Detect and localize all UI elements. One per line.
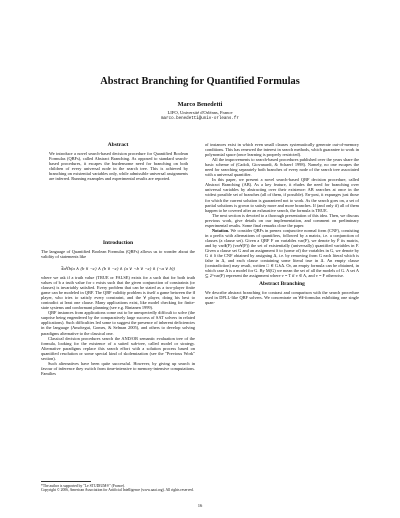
author-name: Marco Benedetti <box>177 101 223 108</box>
notation-paragraph <box>205 228 359 278</box>
example-formula: ∃a∀b(a ∧ (b ∨ ¬c) ∧ (b ∨ ¬c) ∧ (a ∨ ¬b ∨ ¬c) ∧ (¬a ∨ b)) <box>61 266 175 271</box>
intro-paragraph-1: The language of Quantified Boolean Formulas (QBFs) allows us to wonder about the validity of statements like <box>41 249 195 260</box>
right-column <box>205 142 359 305</box>
intro-paragraph-4: Classical decision procedures search the AND/OR semantic evaluation tree of the formula, looking for the existence of a suited sub-tree, called model or strategy. Alternative paradigms replace this search effort with a solution process based on quantified resolution or some special kind of skolemization (see the "Previous Work" section). <box>41 335 195 361</box>
abstract-heading: Abstract <box>107 142 129 148</box>
footnotes <box>41 484 195 493</box>
right-paragraph-4: The next section is devoted to a thorough presentation of this idea. Then, we discuss previous work, give details on our implementation, and comment on preliminary experimental results. Some final remarks close the paper. <box>205 212 359 228</box>
footnote-support: *The author is supported by "Le STUDIUM®" (France). <box>41 484 126 488</box>
notation-text: We consider QBFs in prenex conjunctive normal form (CNF), consisting in a prefix with alternations of quantifiers, followed by a matrix, i.e. a conjunction of clauses (a clause set). Given a QBF F on variables var(F), we denote by F̄ its matrix, and by var∃(F) (var∀(F)) the set of existentially (universally) quantified variables in F. Given a clause set G and an assignment δ to (some of) the variables in G, we denote by G ∧ δ the CNF obtained by assigning Δ, i.e. by removing from G each literal which is false in Δ, and each clause containing some literal true in Δ. An empty clause (contradiction) may result, written □ ∈ G∧Δ. Or, an empty formula can be obtained, in which case Δ is a model for G. By M(G) we mean the set of all the models of G. A set A ⊆ 2^var(F) represent the assignment where v = T if v ∈ A, and v = F otherwise. <box>205 227 360 279</box>
notation-label: Notation. <box>212 227 230 233</box>
intro-paragraph-5: Such alternatives have been quite successful. However, by giving up search in favour of inference they switch from time-intensive to memory-intensive computations. Families <box>41 360 195 376</box>
right-paragraph-2: All the improvements to search-based procedures published over the years share the basic scheme of (Cadoli, Giovanardi, & Schaerf 1998). Namely, no one escapes the need for searching separately both branches of every node of the search tree associated with a universal quantifier. <box>205 157 359 178</box>
abstract-body <box>49 151 188 181</box>
right-paragraph-1: of instances exist in which even small clauses systematically generate out-of-memory conditions. This has renewed the interest in search methods, which guarantee to work in polynomial space (once learning is properly restricted). <box>205 142 359 158</box>
introduction-body <box>41 275 195 376</box>
introduction-heading: Introduction <box>102 240 134 246</box>
intro-paragraph-2: where we ask if a truth value (TRUE or FALSE) exists for a such that for both truth values of b a truth value for c exists such that the given conjunction of constraints (or clauses) is invariably satisfied. Every problem that can be stated as a two-player finite game can be modeled in QBF. The QBF validity problem is itself a game between the ∃ player, who tries to satisfy every constraint, and the ∀ player, doing his best to contradict at least one clause. Many applications exist, like model checking for finite-state systems and conformant planning (see e.g. Rintanen 1999). <box>41 275 195 311</box>
author-email: marco.benedetti@univ-orleans.fr <box>161 117 239 121</box>
introduction-lead <box>41 249 195 259</box>
paper-title: Abstract Branching for Quantified Formulas <box>100 76 300 87</box>
intro-paragraph-3: QBF instances from applications come out to be unexpectedly difficult to solve (the surprise being engendered by the comparatively large success of SAT solvers in related applications). Such difficulties led some to suggest the presence of inherent deficiencies in the language (Ansótegui, Gomes, & Selman 2005), and others to develop solving paradigms alternative to the classical one. <box>41 310 195 336</box>
abstract-text: We introduce a novel search-based decision procedure for Quantified Boolean Formulas (QBFs), called Abstract Branching. As opposed to standard search-based procedures, it escapes the burdensome need for branching on both children of every universal node in the search tree. This is achieved by branching on existential variables only, while admissible universal assignments are inferred. Running examples and experimental results are reported. <box>49 151 188 182</box>
footnote-rule <box>41 481 91 482</box>
footnote-copyright: Copyright © 2006, American Association for Artificial Intelligence (www.aaai.org). All rights reserved. <box>41 488 194 493</box>
author-affiliation: LIFO, Université d'Orléans, France <box>167 110 233 115</box>
page-number: 16 <box>197 503 203 508</box>
right-paragraph-3: In this paper, we present a novel search-based QBF decision procedure, called Abstract Branching (AB). As a key feature, it eludes the need for branching over universal variables by abstracting over their existence: AB searches at once in the widest possible set of branches (all of them, if possible). En-post, it expunges just those for which the current solution is guaranteed not to work. As the search goes on, a set of partial solutions is grown to satisfy more and more branches. If (and only if) all of them happen to be covered after an exhaustive search, the formula is TRUE. <box>205 177 359 213</box>
abstract-branching-text: We describe abstract branching for contrast and comparison with the search procedure used in DPLL-like QBF solvers. We concentrate on ∀∃-formulas exhibiting one single quan- <box>205 290 359 306</box>
abstract-branching-heading: Abstract Branching <box>259 281 305 288</box>
